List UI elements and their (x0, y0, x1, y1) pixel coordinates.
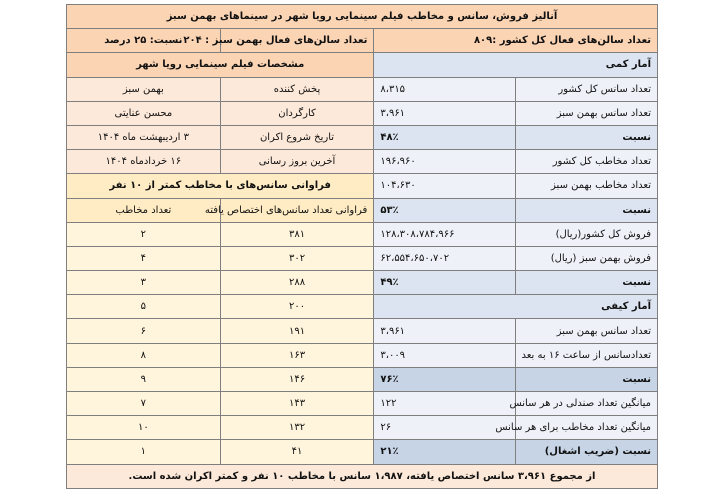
freq-audience: ۵ (67, 295, 221, 319)
qual-value: ۳،۹۶۱ (374, 319, 516, 343)
spec-label: تاریخ شروع اکران (220, 125, 374, 149)
spec-value: بهمن سبز (67, 77, 221, 101)
spec-label: کارگردان (220, 101, 374, 125)
qual-value: ۳،۰۰۹ (374, 343, 516, 367)
quant-ratio-label: نسبت (516, 198, 658, 222)
spec-value: ۱۶ خردادماه ۱۴۰۴ (67, 150, 221, 174)
freq-sessions: ۳۸۱ (220, 222, 374, 246)
quant-value: ۱۹۶،۹۶۰ (374, 150, 516, 174)
spec-value: ۳ اردیبهشت ماه ۱۴۰۴ (67, 125, 221, 149)
freq-sessions: ۱۴۶ (220, 367, 374, 391)
freq-audience: ۲ (67, 222, 221, 246)
qual-ratio-label: نسبت (ضریب اشغال) (516, 440, 658, 464)
quant-value: ۸،۳۱۵ (374, 77, 516, 101)
quant-value: ۶۲،۵۵۴،۶۵۰،۷۰۲ (374, 246, 516, 270)
freq-audience: ۱ (67, 440, 221, 464)
quant-ratio-value: ۵۳٪ (374, 198, 516, 222)
qualitative-header: آمار کیفی (374, 295, 658, 319)
freq-sessions: ۳۰۲ (220, 246, 374, 270)
quant-value: ۱۲۸،۳۰۸،۷۸۴،۹۶۶ (374, 222, 516, 246)
quant-label: فروش کل کشور(ریال) (516, 222, 658, 246)
qual-label: میانگین تعداد صندلی در هر سانس (516, 392, 658, 416)
freq-audience: ۶ (67, 319, 221, 343)
quant-label: تعداد سانس کل کشور (516, 77, 658, 101)
footer-note: از مجموع ۳،۹۶۱ سانس اختصاص یافته، ۱،۹۸۷ سانس با مخاطب ۱۰ نفر و کمتر اکران شده است. (67, 464, 658, 488)
freq-audience: ۸ (67, 343, 221, 367)
quant-label: تعداد مخاطب کل کشور (516, 150, 658, 174)
quantitative-header: آمار کمی (374, 53, 658, 77)
freq-sessions: ۲۰۰ (220, 295, 374, 319)
quant-ratio-label: نسبت (516, 125, 658, 149)
qual-ratio-value: ۲۱٪ (374, 440, 516, 464)
qual-value: ۲۶ (374, 416, 516, 440)
halls-ratio: نسبت: ۲۵ درصد (67, 29, 221, 53)
freq-audience: ۱۰ (67, 416, 221, 440)
qual-label: میانگین تعداد مخاطب برای هر سانس (516, 416, 658, 440)
freq-audience: ۹ (67, 367, 221, 391)
qual-ratio-label: نسبت (516, 367, 658, 391)
freq-audience: ۴ (67, 246, 221, 270)
qual-label: تعداد سانس بهمن سبز (516, 319, 658, 343)
freq-sessions: ۱۴۳ (220, 392, 374, 416)
freq-sessions: ۱۶۳ (220, 343, 374, 367)
quant-ratio-value: ۴۸٪ (374, 125, 516, 149)
table-title: آنالیز فروش، سانس و مخاطب فیلم سینمایی رویا شهر در سینماهای بهمن سبز (67, 5, 658, 29)
quant-label: تعداد سانس بهمن سبز (516, 101, 658, 125)
spec-label: آخرین بروز رسانی (220, 150, 374, 174)
spec-value: محسن عنایتی (67, 101, 221, 125)
qual-label: تعدادسانس از ساعت ۱۶ به بعد (516, 343, 658, 367)
total-halls: تعداد سالن‌های فعال کل کشور :۸۰۹ (374, 29, 658, 53)
freq-sessions: ۲۸۸ (220, 271, 374, 295)
freq-audience: ۷ (67, 392, 221, 416)
quant-value: ۳،۹۶۱ (374, 101, 516, 125)
specs-header: مشخصات فیلم سینمایی رویا شهر (67, 53, 374, 77)
quant-label: فروش بهمن سبز (ریال) (516, 246, 658, 270)
freq-audience: ۳ (67, 271, 221, 295)
frequency-col-sessions: فراوانی تعداد سانس‌های اختصاص یافته (220, 198, 374, 222)
analysis-table (66, 4, 658, 489)
quant-ratio-label: نسبت (516, 271, 658, 295)
bahman-halls: تعداد سالن‌های فعال بهمن سبز : ۲۰۴ (220, 29, 374, 53)
freq-sessions: ۴۱ (220, 440, 374, 464)
freq-sessions: ۱۳۲ (220, 416, 374, 440)
freq-sessions: ۱۹۱ (220, 319, 374, 343)
frequency-header: فراوانی سانس‌های با مخاطب کمتر از ۱۰ نفر (67, 174, 374, 198)
frequency-col-audience: تعداد مخاطب (67, 198, 221, 222)
quant-value: ۱۰۴،۶۳۰ (374, 174, 516, 198)
qual-value: ۱۲۲ (374, 392, 516, 416)
spec-label: پخش کننده (220, 77, 374, 101)
quant-ratio-value: ۴۹٪ (374, 271, 516, 295)
quant-label: تعداد مخاطب بهمن سبز (516, 174, 658, 198)
qual-ratio-value: ۷۶٪ (374, 367, 516, 391)
